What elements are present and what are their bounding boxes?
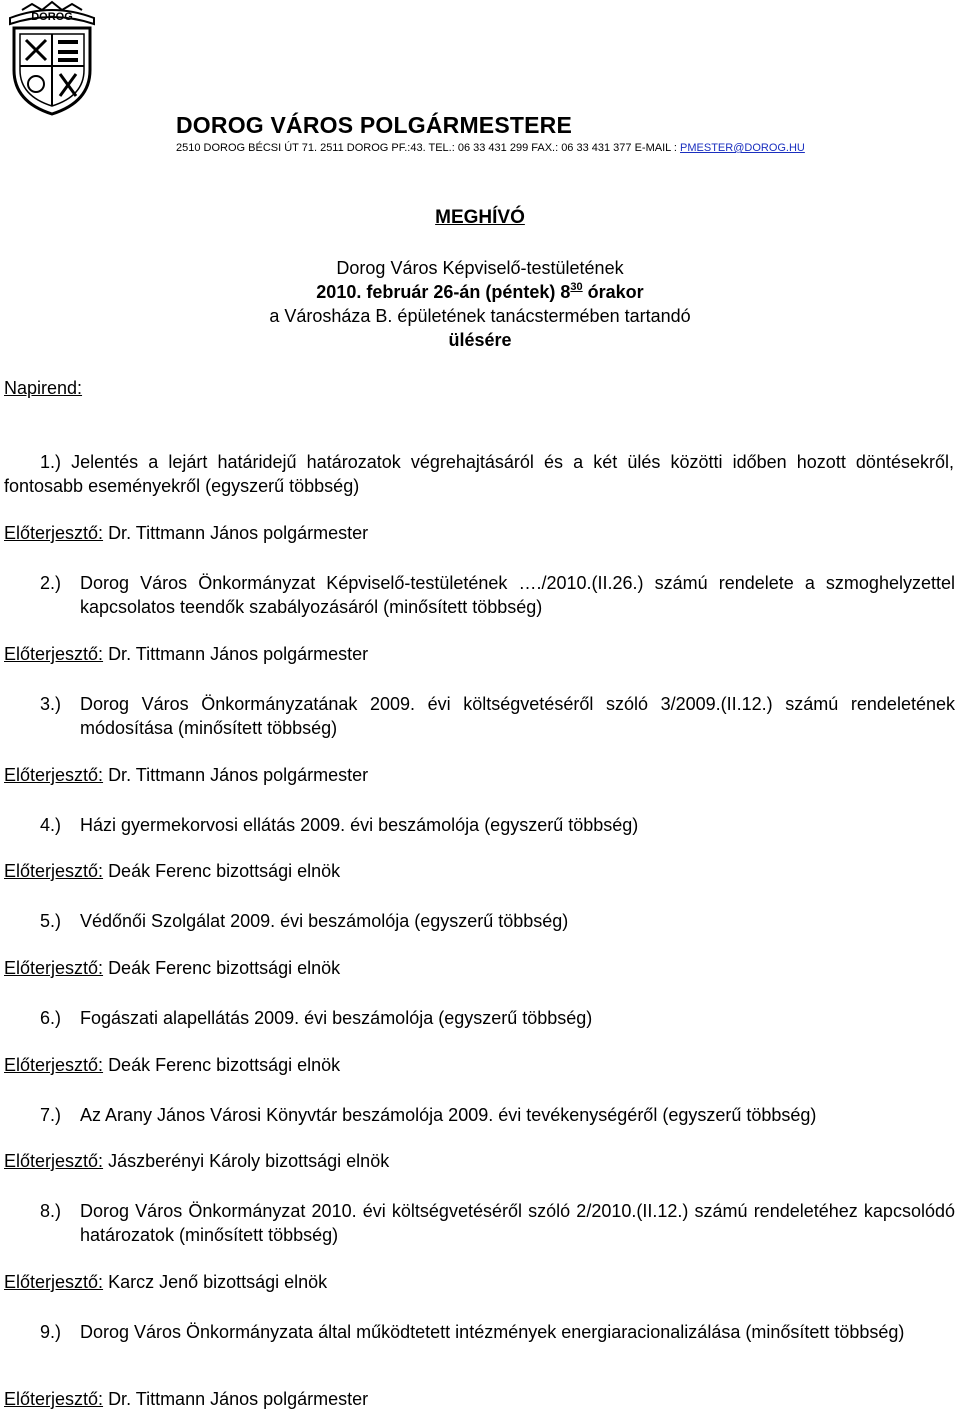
presenter-name: Deák Ferenc bizottsági elnök	[108, 1055, 341, 1075]
presenter-label: Előterjesztő:	[4, 523, 104, 543]
presenter-name: Dr. Tittmann János polgármester	[108, 523, 369, 543]
meeting-date-line	[176, 282, 784, 303]
agenda-item	[40, 692, 955, 740]
address-text: 2510 DOROG BÉCSI ÚT 71. 2511 DOROG PF.:43. TEL.: 06 33 431 299 FAX.: 06 33 431 377 E-MAIL :	[176, 142, 681, 154]
agenda-item-text: Dorog Város Önkormányzata által működtetett intézmények energiaracionalizálása (minősített többség)	[80, 1322, 905, 1342]
agenda-item	[40, 813, 955, 837]
invitation-body-line: Dorog Város Képviselő-testületének	[336, 258, 624, 278]
presenter-name: Jászberényi Károly bizottsági elnök	[108, 1151, 390, 1171]
agenda-item-presenter	[4, 1055, 340, 1076]
agenda-item-text: Házi gyermekorvosi ellátás 2009. évi beszámolója (egyszerű többség)	[80, 815, 639, 835]
agenda-item-text: Fogászati alapellátás 2009. évi beszámolója (egyszerű többség)	[80, 1008, 593, 1028]
presenter-name: Dr. Tittmann János polgármester	[108, 765, 369, 785]
agenda-item-presenter	[4, 644, 368, 665]
agenda-item-presenter	[4, 1151, 389, 1172]
agenda-item-presenter	[4, 1272, 327, 1293]
agenda-item-number: 2.)	[40, 573, 62, 593]
presenter-name: Karcz Jenő bizottsági elnök	[108, 1272, 328, 1292]
agenda-item	[40, 1103, 955, 1127]
agenda-item-number: 4.)	[40, 815, 62, 835]
agenda-item	[40, 571, 955, 619]
agenda-item-number: 5.)	[40, 911, 62, 931]
meeting-time-minutes: 30	[570, 281, 583, 293]
presenter-label: Előterjesztő:	[4, 1272, 104, 1292]
agenda-item-number: 6.)	[40, 1008, 62, 1028]
agenda-item-text: Az Arany János Városi Könyvtár beszámolója 2009. évi tevékenységéről (egyszerű többség)	[80, 1105, 817, 1125]
agenda-item-presenter	[4, 861, 340, 882]
agenda-item-text: Dorog Város Önkormányzatának 2009. évi költségvetéséről szóló 3/2009.(II.12.) számú rendeletének módosítása (minősített többség)	[80, 694, 955, 738]
agenda-item	[40, 1006, 955, 1030]
presenter-label: Előterjesztő:	[4, 644, 104, 664]
agenda-item	[40, 1199, 955, 1247]
coat-of-arms-lettering: DOROG	[31, 11, 73, 23]
agenda-item-number: 3.)	[40, 694, 62, 714]
presenter-name: Dr. Tittmann János polgármester	[108, 1389, 369, 1409]
agenda-item-presenter	[4, 523, 368, 544]
agenda-item-number: 7.)	[40, 1105, 62, 1125]
email-link[interactable]: PMESTER@DOROG.HU	[680, 142, 805, 154]
presenter-label: Előterjesztő:	[4, 1389, 104, 1409]
agenda-item-number: 8.)	[40, 1201, 62, 1221]
coat-of-arms-icon	[2, 0, 102, 116]
presenter-label: Előterjesztő:	[4, 861, 104, 881]
presenter-name: Dr. Tittmann János polgármester	[108, 644, 369, 664]
agenda-label: Napirend:	[4, 378, 83, 398]
meeting-time-suffix: órakor	[582, 282, 644, 302]
presenter-label: Előterjesztő:	[4, 1151, 104, 1171]
agenda-item	[40, 1320, 955, 1344]
presenter-name: Deák Ferenc bizottsági elnök	[108, 958, 341, 978]
organization-title: DOROG VÁROS POLGÁRMESTERE	[176, 112, 573, 138]
presenter-label: Előterjesztő:	[4, 1055, 104, 1075]
invitation-heading: MEGHÍVÓ	[435, 207, 525, 228]
agenda-item-presenter	[4, 765, 368, 786]
agenda-item-number: 1.)	[40, 452, 62, 472]
agenda-item-presenter	[4, 958, 340, 979]
agenda-item-presenter	[4, 1389, 368, 1410]
agenda-item-text: Védőnői Szolgálat 2009. évi beszámolója (egyszerű többség)	[80, 911, 569, 931]
agenda-item-text: Dorog Város Önkormányzat Képviselő-testületének …./2010.(II.26.) számú rendelete a szmoghelyzettel kapcsolatos teendők szabályozásáról (minősített többség)	[80, 573, 955, 617]
agenda-item	[4, 450, 954, 498]
presenter-label: Előterjesztő:	[4, 765, 104, 785]
presenter-label: Előterjesztő:	[4, 958, 104, 978]
contact-address	[176, 142, 805, 154]
meeting-location: a Városháza B. épületének tanácstermében tartandó	[269, 306, 691, 326]
agenda-item	[40, 909, 955, 933]
meeting-type: ülésére	[448, 330, 512, 350]
presenter-name: Deák Ferenc bizottsági elnök	[108, 861, 341, 881]
agenda-item-number: 9.)	[40, 1322, 62, 1342]
agenda-item-text: Jelentés a lejárt határidejű határozatok végrehajtásáról és a két ülés közötti időben hozott döntésekről, fontosabb eseményekről (egyszerű többség)	[4, 452, 954, 496]
agenda-item-text: Dorog Város Önkormányzat 2010. évi költségvetéséről szóló 2/2010.(II.12.) számú rendeletéhez kapcsolódó határozatok (minősített többség)	[80, 1201, 955, 1245]
meeting-date: 2010. február 26-án (péntek) 8	[316, 282, 571, 302]
